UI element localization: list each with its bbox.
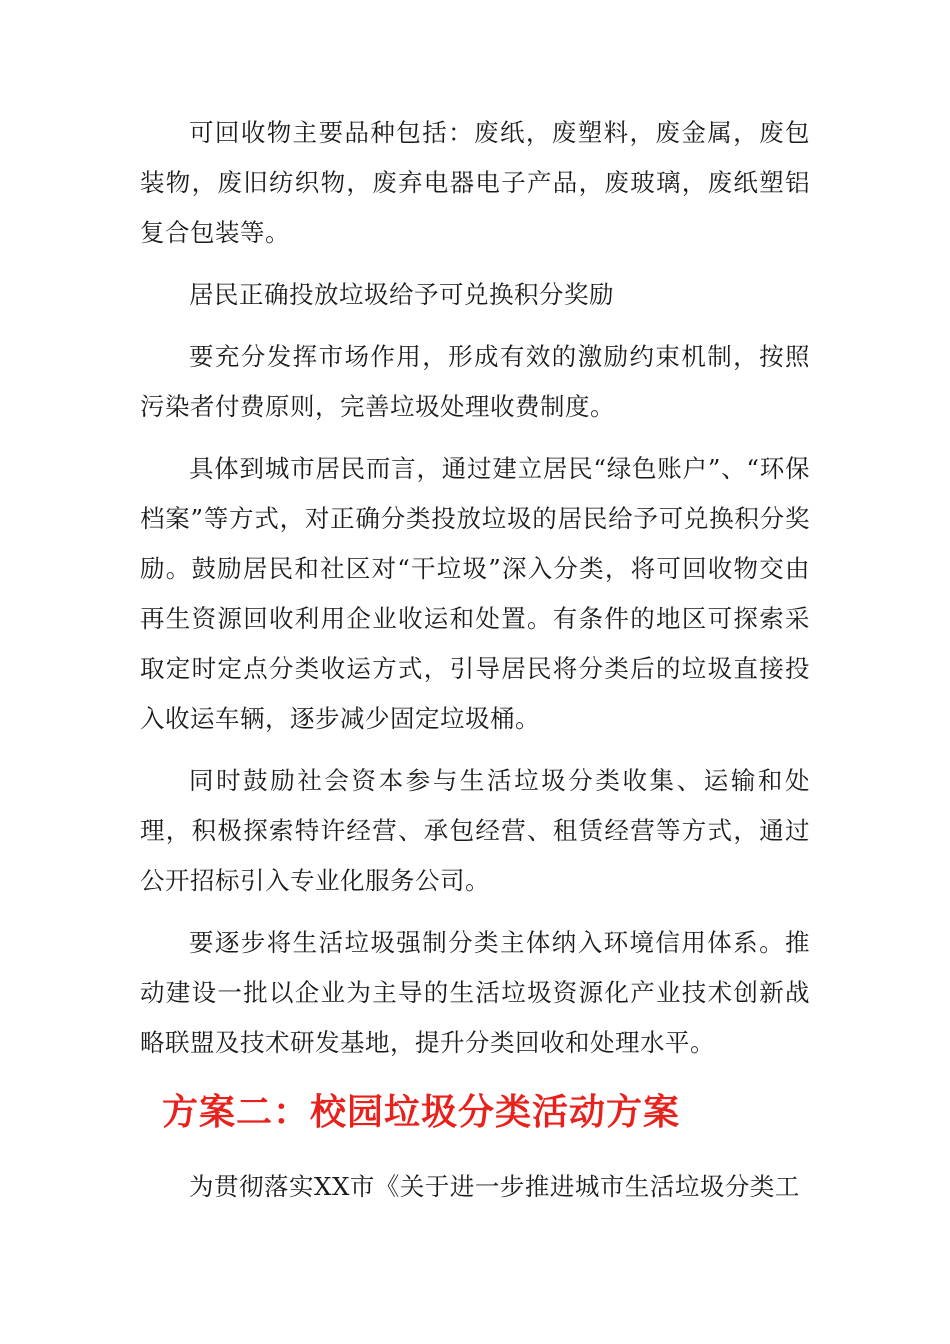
paragraph-credit-system: 要逐步将生活垃圾强制分类主体纳入环境信用体系。推动建设一批以企业为主导的生活垃圾资源化产业技术创新战略联盟及技术研发基地，提升分类回收和处理水平。 <box>140 928 810 1057</box>
paragraph-market-mechanism: 要充分发挥市场作用，形成有效的激励约束机制，按照污染者付费原则，完善垃圾处理收费制度。 <box>140 342 810 421</box>
document-body <box>140 108 810 1212</box>
section-heading: 方案二：校园垃圾分类活动方案 <box>162 1092 681 1133</box>
paragraph-implementation: 为贯彻落实XX市《关于进一步推进城市生活垃圾分类工 <box>189 1172 800 1201</box>
paragraph-residents: 具体到城市居民而言，通过建立居民“绿色账户”、“环保档案”等方式，对正确分类投放垃圾的居民给予可兑换积分奖励。鼓励居民和社区对“干垃圾”深入分类，将可回收物交由再生资源回收利用企业收运和处置。有条件的地区可探索采取定时定点分类收运方式，引导居民将分类后的垃圾直接投入收运车辆，逐步减少固定垃圾桶。 <box>140 454 810 733</box>
paragraph-points-reward: 居民正确投放垃圾给予可兑换积分奖励 <box>189 280 614 309</box>
paragraph-recyclables: 可回收物主要品种包括：废纸，废塑料，废金属，废包装物，废旧纺织物，废弃电器电子产品，废玻璃，废纸塑铝复合包装等。 <box>140 118 810 247</box>
paragraph-social-capital: 同时鼓励社会资本参与生活垃圾分类收集、运输和处理，积极探索特许经营、承包经营、租赁经营等方式，通过公开招标引入专业化服务公司。 <box>140 766 810 895</box>
